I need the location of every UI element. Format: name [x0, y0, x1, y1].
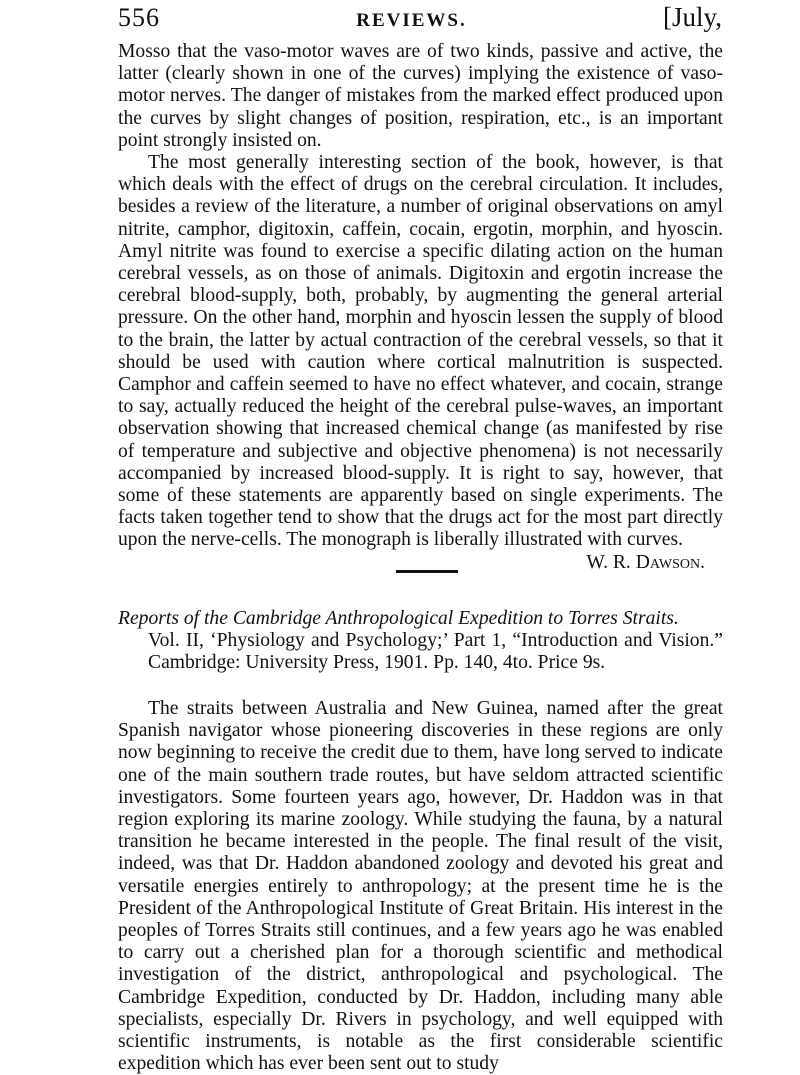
review-1-body [118, 41, 723, 574]
review-2-paragraph-1: The straits between Australia and New Guinea, named after the great Spanish navigator whose pioneering discoveries in these regions are only now beginning to receive the credit due to them, have long served to indicate one of the main southern trade routes, but have seldom attracted scientific investigators. Some fourteen years ago, however, Dr. Haddon was in that region exploring its marine zoology. While studying the fauna, by a natural transition he became interested in the people. The final result of the visit, indeed, was that Dr. Haddon abandoned zoology and devoted his great and versatile energies entirely to anthropology; at the present time he is the President of the Anthropological Institute of Great Britain. His interest in the peoples of Torres Straits still continues, and a few years ago he was enabled to carry out a cherished plan for a thorough scientific and methodical investigation of the district, anthropological and psychological. The Cambridge Expedition, conducted by Dr. Haddon, including many able specialists, especially Dr. Rivers in psychology, and well equipped with scientific instruments, is notable as the first considerable scientific expedition which has ever been sent out to study [118, 698, 723, 1075]
review-1-paragraph-1: Mosso that the vaso-motor waves are of two kinds, passive and active, the latter (clearly shown in one of the curves) implying the existence of vaso-motor nerves. The danger of mistakes from the marked effect produced upon the curves by slight changes of position, respiration, etc., is an important point strongly insisted on. [118, 41, 723, 151]
running-header [118, 2, 722, 34]
page-number: 556 [118, 3, 160, 32]
signature-surname: Dawson. [635, 551, 705, 573]
review-2-body [118, 698, 723, 1075]
issue-date: [July, [663, 2, 722, 32]
reviewer-signature [556, 552, 705, 574]
section-divider [396, 570, 458, 573]
signature-initials: W. R. [586, 551, 636, 573]
review-2-title: Reports of the Cambridge Anthropological Expedition to Torres Straits. [118, 608, 679, 629]
review-1-paragraph-2-text: The most generally interesting section of the book, however, is that which deals with the effect of drugs on the cerebral circulation. It includes, besides a review of the literature, a number of original observations on amyl nitrite, camphor, digitoxin, caffein, cocain, ergotin, morphin, and hyoscin. Amyl nitrite was found to exercise a specific dilating action on the human cerebral vessels, as on those of animals. Digitoxin and ergotin increase the cerebral blood-supply, both, probably, by augmenting the general arterial pressure. On the other hand, morphin and hyoscin lessen the supply of blood to the brain, the latter by actual contraction of the cerebral vessels, so that it should be used with caution where cortical malnutrition is suspected. Camphor and caffein seemed to have no effect whatever, and cocain, strange to say, actually reduced the height of the cerebral pulse-waves, an important observation showing that increased chemical change (as manifested by rise of temperature and subjective and objective phenomena) is not necessarily accompanied by increased blood-supply. It is right to say, however, that some of these statements are apparently based on single experiments. The facts taken together tend to show that the drugs act for the most part directly upon the nerve-cells. The monograph is liberally illustrated with curves. [118, 152, 723, 551]
review-1-paragraph-2 [118, 152, 723, 573]
review-2-bibliographic-details: Vol. II, ‘Physiology and Psychology;’ Part 1, “Introduction and Vision.” Cambridge: University Press, 1901. Pp. 140, 4to. Price 9s. [148, 630, 723, 674]
running-title: REVIEWS. [356, 10, 467, 31]
review-2-heading [118, 608, 723, 675]
